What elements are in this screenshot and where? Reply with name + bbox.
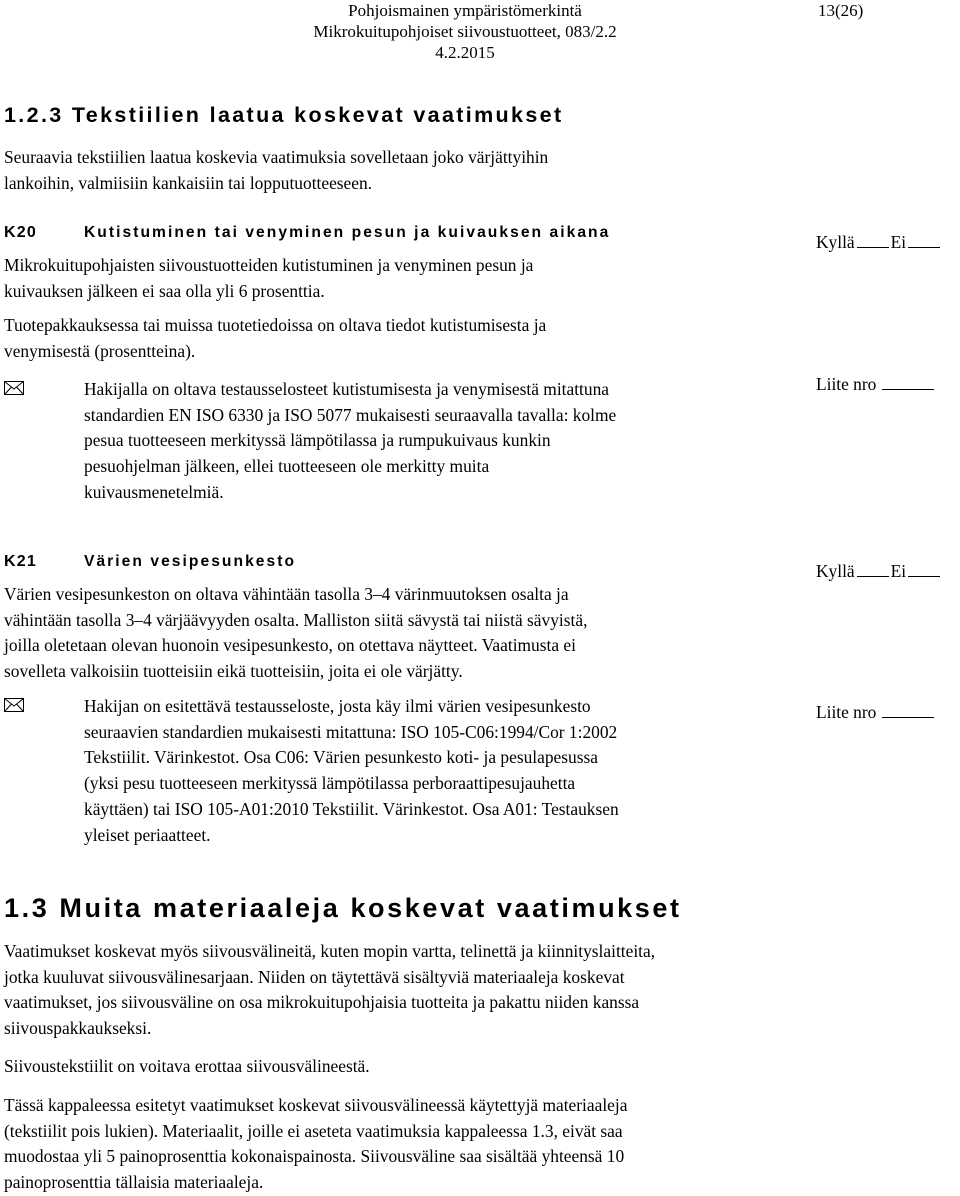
envelope-icon [4,698,24,712]
section-1-2-3-intro [4,145,548,196]
text-line: Värien vesipesunkeston on oltava vähintään tasolla 3–4 värinmuutoksen osalta ja [4,584,569,604]
text-line: (tekstiilit pois lukien). Materiaalit, joille ei aseteta vaatimuksia kappaleessa 1.3, eivät saa [4,1120,623,1141]
envelope-icon [4,381,24,395]
text-line: Tässä kappaleessa esitetyt vaatimukset koskevat siivousvälineessä käytettyjä materiaaleja [4,1095,628,1115]
k20-paragraph-1 [4,253,533,304]
text-line: joilla oletetaan olevan huonoin vesipesunkesto, on otettava näytteet. Vaatimusta ei [4,635,576,656]
k20-evidence [84,377,616,506]
no-label: Ei [890,561,907,581]
header-line-3: 4.2.2015 [435,43,495,62]
header-line-1: Pohjoismainen ympäristömerkintä [348,1,582,20]
text-line: kuivausmenetelmiä. [84,481,224,502]
k20-appendix [816,374,936,395]
requirement-code-k20: K20 [4,224,37,241]
text-line: Hakijan on esitettävä testausseloste, josta käy ilmi värien vesipesunkesto [84,696,591,716]
text-line: muodostaa yli 5 painoprosenttia kokonaispainosta. Siivousväline saa sisältää yhteensä 10 [4,1146,625,1167]
section-1-3-paragraph-2 [4,1054,370,1080]
text-line: kuivauksen jälkeen ei saa olla yli 6 prosenttia. [4,280,325,301]
no-blank[interactable] [908,247,940,248]
section-1-3-paragraph-1 [4,939,655,1042]
section-1-3-paragraph-3 [4,1093,627,1196]
requirement-code-k21: K21 [4,553,37,570]
page-number: 13(26) [818,1,864,20]
text-line: Hakijalla on oltava testausselosteet kutistumisesta ja venymisestä mitattuna [84,379,609,399]
requirement-title-k21: Värien vesipesunkesto [84,553,297,570]
appendix-label: Liite nro [816,374,877,394]
text-line: Mikrokuitupohjaisten siivoustuotteiden kutistuminen ja venyminen pesun ja [4,255,534,275]
text-line: pesuohjelman jälkeen, ellei tuotteeseen ole merkitty muita [84,456,490,477]
text-line: standardien EN ISO 6330 ja ISO 5077 mukaisesti seuraavalla tavalla: kolme [84,404,617,425]
text-line: painoprosenttia tällaisia materiaaleja. [4,1172,264,1193]
text-line: seuraavien standardien mukaisesti mitattuna: ISO 105-C06:1994/Cor 1:2002 [84,721,618,742]
text-line: lankoihin, valmiisiin kankaisiin tai lopputuotteeseen. [4,172,373,193]
section-heading-1-2-3: 1.2.3 Tekstiilien laatua koskevat vaatimukset [4,103,564,127]
text-line: (yksi pesu tuotteeseen merkityssä lämpötilassa perboraattipesujauhetta [84,773,576,794]
text-line: siivouspakkaukseksi. [4,1018,152,1039]
appendix-blank[interactable] [882,717,934,718]
text-line: Vaatimukset koskevat myös siivousvälineitä, kuten mopin vartta, telinettä ja kiinnityslaitteita, [4,941,656,961]
no-blank[interactable] [908,576,940,577]
text-line: Seuraavia tekstiilien laatua koskevia vaatimuksia sovelletaan joko värjättyihin [4,147,549,167]
k21-yes-no [816,561,942,582]
k21-paragraph-1 [4,582,587,685]
text-line: Siivoustekstiilit on voitava erottaa siivousvälineestä. [4,1056,370,1076]
section-heading-1-3: 1.3 Muita materiaaleja koskevat vaatimukset [4,893,682,923]
text-line: yleiset periaatteet. [84,824,211,845]
yes-label: Kyllä [816,232,855,252]
text-line: sovelleta valkoisiin tuotteisiin eikä tuotteisiin, joita ei ole värjätty. [4,661,463,682]
yes-blank[interactable] [857,576,889,577]
text-line: jotka kuuluvat siivousvälinesarjaan. Niiden on täytettävä sisältyviä materiaaleja koskevat [4,966,625,987]
k20-paragraph-2 [4,313,546,364]
yes-blank[interactable] [857,247,889,248]
text-line: käyttäen) tai ISO 105-A01:2010 Tekstiilit. Värinkestot. Osa A01: Testauksen [84,798,619,819]
text-line: Tuotepakkauksessa tai muissa tuotetiedoissa on oltava tiedot kutistumisesta ja [4,315,547,335]
appendix-blank[interactable] [882,389,934,390]
text-line: Tekstiilit. Värinkestot. Osa C06: Värien pesunkesto koti- ja pesulapesussa [84,747,598,768]
text-line: pesua tuotteeseen merkityssä lämpötilassa ja rumpukuivaus kunkin [84,430,551,451]
text-line: venymisestä (prosentteina). [4,340,196,361]
text-line: vähintään tasolla 3–4 värjäävyyden osalta. Malliston siitä sävystä tai niistä sävyistä, [4,609,588,630]
header-line-2: Mikrokuitupohjoiset siivoustuotteet, 083/2.2 [313,22,617,41]
k21-appendix [816,702,936,723]
requirement-title-k20: Kutistuminen tai venyminen pesun ja kuivauksen aikana [84,224,611,241]
text-line: vaatimukset, jos siivousväline on osa mikrokuitupohjaisia tuotteita ja pakattu niiden kanssa [4,992,640,1013]
yes-label: Kyllä [816,561,855,581]
appendix-label: Liite nro [816,702,877,722]
k21-evidence [84,694,619,848]
no-label: Ei [890,232,907,252]
k20-yes-no [816,232,942,253]
